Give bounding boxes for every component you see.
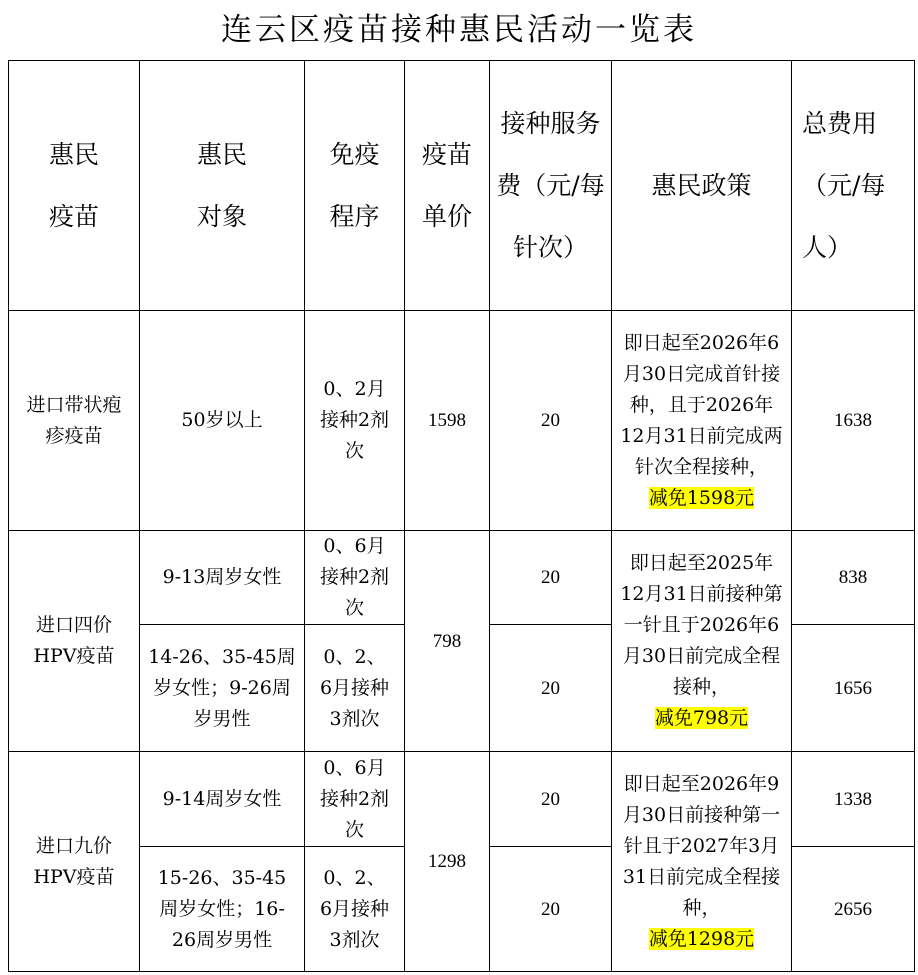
header-unit-price: 疫苗单价: [405, 61, 490, 311]
service-fee-cell: 20: [490, 752, 612, 847]
total-cell: 1338: [792, 752, 915, 847]
total-cell: 1656: [792, 625, 915, 752]
schedule-cell: 0、6月接种2剂次: [305, 531, 405, 625]
schedule-cell: 0、2、6月接种3剂次: [305, 625, 405, 752]
target-cell: 14-26、35-45周岁女性；9-26周岁男性: [140, 625, 305, 752]
policy-cell: [612, 311, 792, 531]
unit-price-cell: 1298: [405, 752, 490, 972]
table-row: [9, 311, 915, 531]
schedule-cell: 0、2、6月接种3剂次: [305, 847, 405, 972]
vaccine-table: [8, 60, 915, 972]
vaccine-name-cell: 进口四价HPV疫苗: [9, 531, 140, 752]
service-fee-cell: 20: [490, 847, 612, 972]
target-cell: 15-26、35-45周岁女性；16-26周岁男性: [140, 847, 305, 972]
page-title: 连云区疫苗接种惠民活动一览表: [221, 12, 697, 48]
schedule-cell: 0、2月接种2剂次: [305, 311, 405, 531]
total-cell: 838: [792, 531, 915, 625]
target-cell: 9-13周岁女性: [140, 531, 305, 625]
total-cell: 2656: [792, 847, 915, 972]
service-fee-cell: 20: [490, 531, 612, 625]
policy-cell: [612, 752, 792, 972]
total-cell: 1638: [792, 311, 915, 531]
policy-text: 即日起至2026年6月30日完成首针接种，且于2026年12月31日前完成两针次全程接种，: [620, 331, 783, 478]
header-policy: 惠民政策: [612, 61, 792, 311]
header-vaccine: 惠民疫苗: [9, 61, 140, 311]
discount-highlight: 减免798元: [654, 707, 749, 729]
header-total: 总费用（元/每人）: [792, 61, 915, 311]
policy-text: 即日起至2026年9月30日前接种第一针且于2027年3月31日前完成全程接种，: [622, 772, 781, 919]
unit-price-cell: 798: [405, 531, 490, 752]
service-fee-cell: 20: [490, 625, 612, 752]
schedule-cell: 0、6月接种2剂次: [305, 752, 405, 847]
header-schedule: 免疫程序: [305, 61, 405, 311]
header-row: [9, 61, 915, 311]
header-service-fee: 接种服务费（元/每针次）: [490, 61, 612, 311]
target-cell: 50岁以上: [140, 311, 305, 531]
table-row: [9, 752, 915, 847]
discount-highlight: 减免1298元: [648, 927, 755, 950]
service-fee-cell: 20: [490, 311, 612, 531]
table-row: [9, 531, 915, 625]
unit-price-cell: 1598: [405, 311, 490, 531]
policy-cell: [612, 531, 792, 752]
vaccine-name-cell: 进口九价HPV疫苗: [9, 752, 140, 972]
policy-text: 即日起至2025年12月31日前接种第一针且于2026年6月30日前完成全程接种，: [620, 552, 783, 698]
vaccine-name-cell: 进口带状疱疹疫苗: [9, 311, 140, 531]
target-cell: 9-14周岁女性: [140, 752, 305, 847]
header-target: 惠民对象: [140, 61, 305, 311]
discount-highlight: 减免1598元: [648, 486, 755, 509]
